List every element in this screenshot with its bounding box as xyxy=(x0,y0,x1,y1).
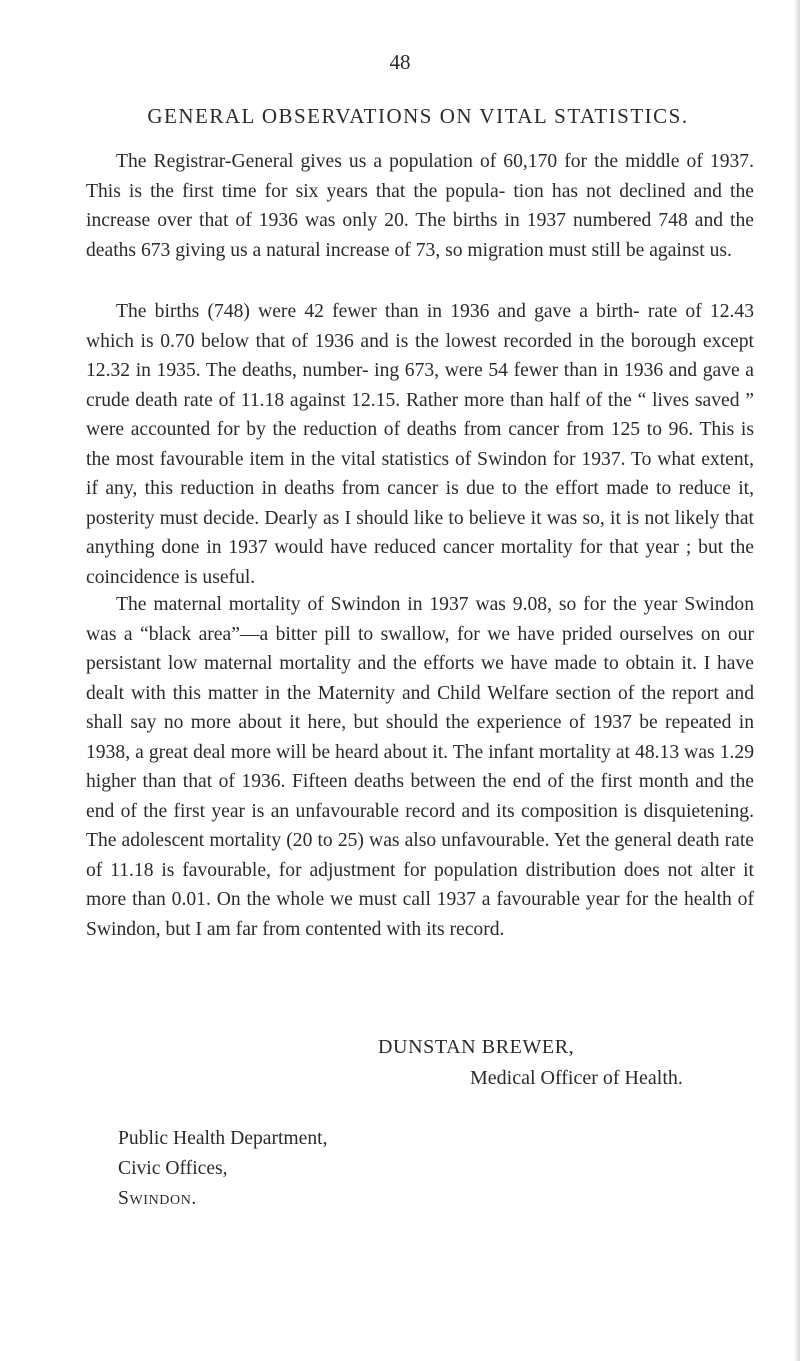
signature-name: DUNSTAN BREWER, xyxy=(378,1036,575,1058)
scan-edge-shadow xyxy=(794,0,800,1361)
address-line-offices: Civic Offices, xyxy=(118,1158,228,1179)
address-line-city: Swindon. xyxy=(118,1188,197,1209)
page-number: 48 xyxy=(389,50,411,74)
paragraph-maternal-mortality: The maternal mortality of Swindon in 1937 was 9.08, so for the year Swindon was a “black area”—a bitter pill to swallow, for we have prided ourselves on our persistant low maternal mortality and the efforts we have made to obtain it. I have dealt with this matter in the Maternity and Child Welfare section of the report and shall say no more about it here, but should the experience of 1937 be repeated in 1938, a great deal more will be heard about it. The infant mortality at 48.13 was 1.29 higher than that of 1936. Fifteen deaths between the end of the first month and the end of the first year is an unfavourable record and its composition is disquietening. The adolescent mortality (20 to 25) was also unfavourable. Yet the general death rate of 11.18 is favourable, for adjustment for population distribution does not alter it more than 0.01. On the whole we must call 1937 a favourable year for the health of Swindon, but I am far from contented with its record. xyxy=(86,594,754,940)
page-title: GENERAL OBSERVATIONS ON VITAL STATISTICS. xyxy=(147,104,689,128)
address-block xyxy=(118,1124,328,1214)
signature-title: Medical Officer of Health. xyxy=(470,1067,683,1089)
paragraph-births-deaths: The births (748) were 42 fewer than in 1936 and gave a birth- rate of 12.43 which is 0.70 below that of 1936 and is the lowest recorded in the borough except 12.32 in 1935. The deaths, number- ing 673, were 54 fewer than in 1936 and gave a crude death rate of 11.18 against 12.15. Rather more than half of the “ lives saved ” were accounted for by the reduction of deaths from cancer from 125 to 96. This is the most favourable item in the vital statistics of Swindon for 1937. To what extent, if any, this reduction in deaths from cancer is due to the effort made to reduce it, posterity must decide. Dearly as I should like to believe it was so, it is not likely that anything done in 1937 would have reduced cancer mortality for that year ; but the coincidence is useful. xyxy=(86,301,754,588)
paragraph-population: The Registrar-General gives us a population of 60,170 for the middle of 1937. This is the first time for six years that the popula- tion has not declined and the increase over that of 1936 was only 20. The births in 1937 numbered 748 and the deaths 673 giving us a natural increase of 73, so migration must still be against us. xyxy=(86,151,754,261)
address-line-department: Public Health Department, xyxy=(118,1128,328,1149)
